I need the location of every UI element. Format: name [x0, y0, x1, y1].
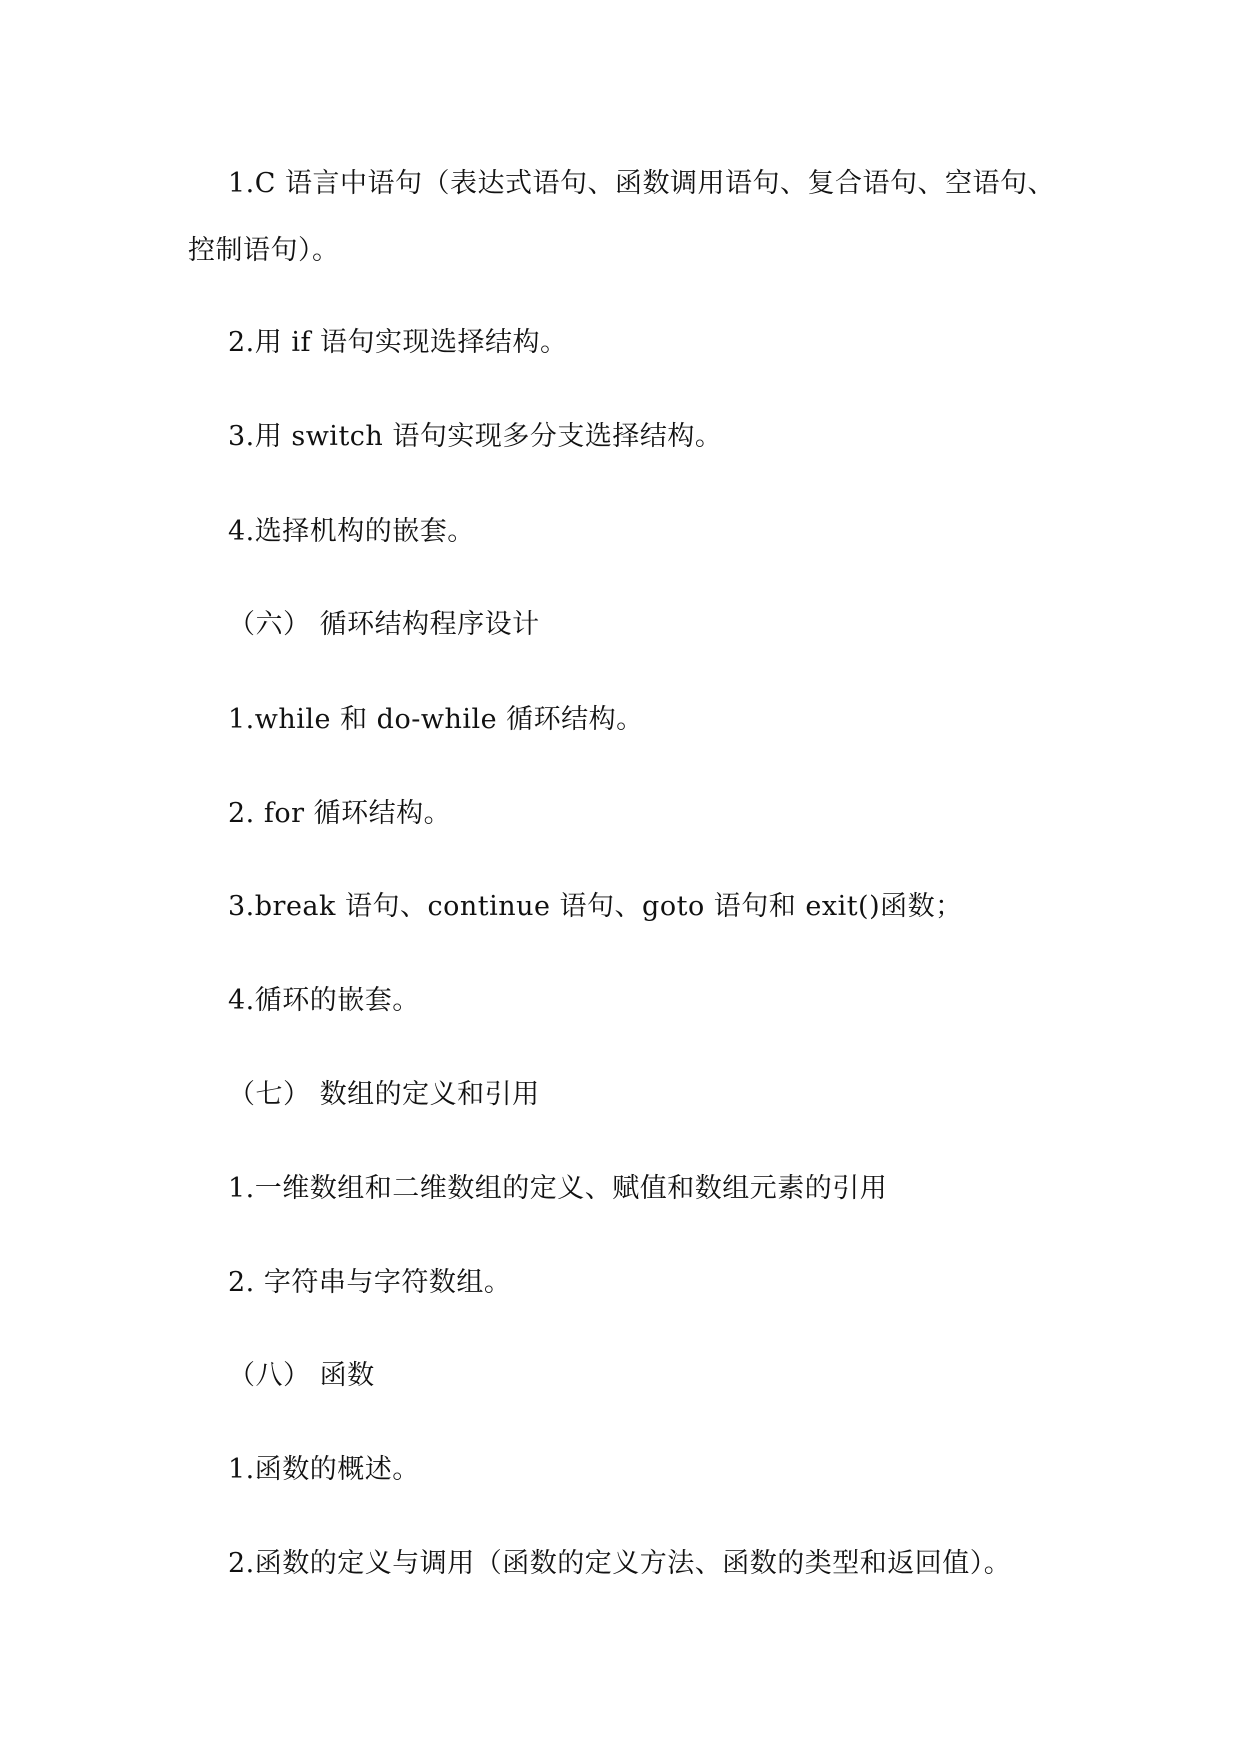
list-item: 4.选择机构的嵌套。: [228, 516, 475, 547]
section-heading: （八） 函数: [228, 1360, 375, 1391]
list-item: 2. for 循环结构。: [228, 798, 452, 829]
paragraph-line: 控制语句）。: [188, 235, 340, 266]
list-item: 2. 字符串与字符数组。: [228, 1267, 512, 1298]
list-item: 3.break 语句、continue 语句、goto 语句和 exit()函数；: [228, 891, 963, 922]
list-item: 2.用 if 语句实现选择结构。: [228, 327, 568, 358]
list-item: 3.用 switch 语句实现多分支选择结构。: [228, 421, 723, 452]
section-heading: （七） 数组的定义和引用: [228, 1079, 540, 1110]
list-item: 2.函数的定义与调用（函数的定义方法、函数的类型和返回值）。: [228, 1548, 1012, 1579]
list-item: 1.while 和 do-while 循环结构。: [228, 704, 644, 735]
paragraph-line: 1.C 语言中语句（表达式语句、函数调用语句、复合语句、空语句、: [228, 168, 1056, 199]
list-item: 4.循环的嵌套。: [228, 985, 420, 1016]
list-item: 1.一维数组和二维数组的定义、赋值和数组元素的引用: [228, 1173, 888, 1204]
section-heading: （六） 循环结构程序设计: [228, 609, 540, 640]
list-item: 1.函数的概述。: [228, 1454, 420, 1485]
